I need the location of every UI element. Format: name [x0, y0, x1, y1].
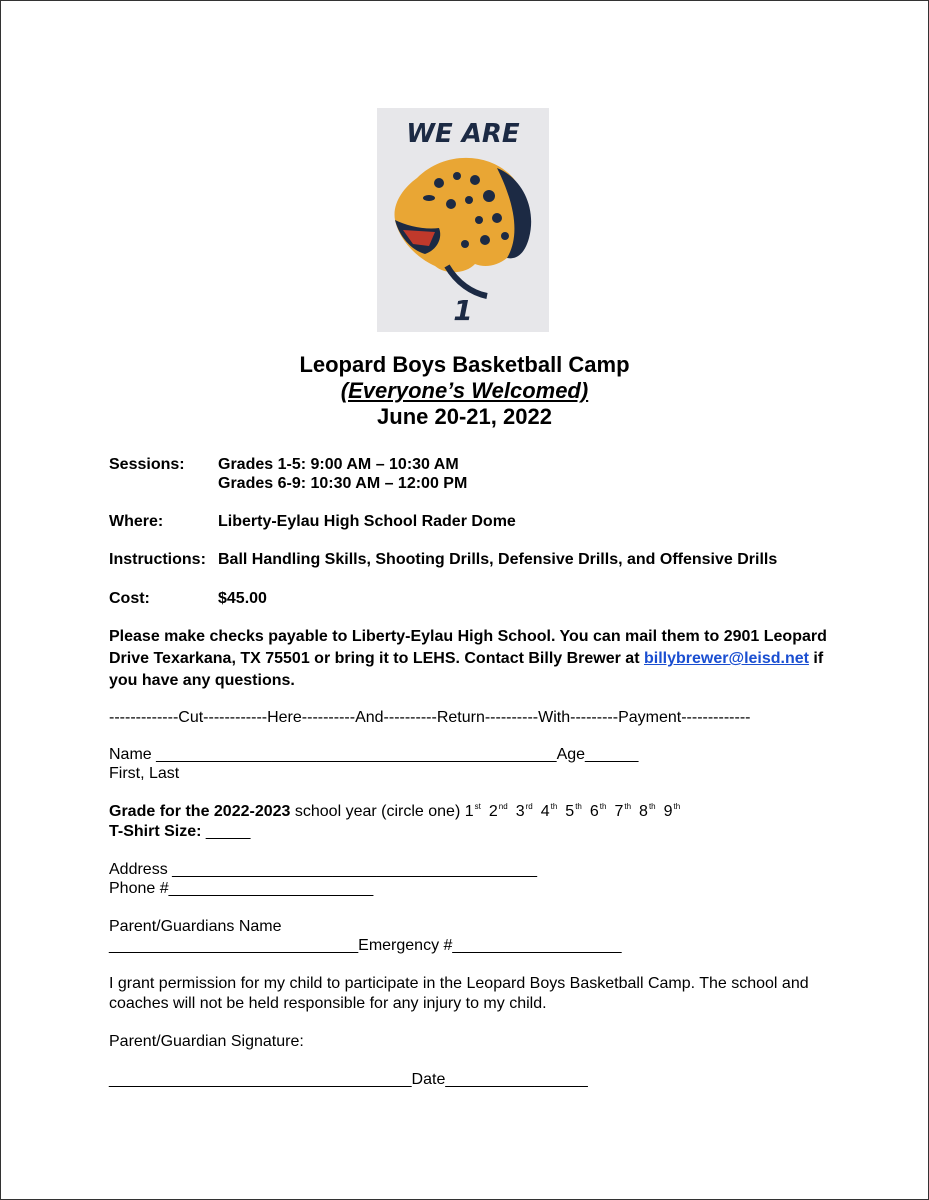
grade-row — [109, 802, 688, 822]
page-title: Leopard Boys Basketball Camp — [299, 352, 630, 377]
address-row — [109, 860, 537, 880]
page-subtitle: (Everyone’s Welcomed) — [340, 378, 589, 403]
payment-text-end: if you have any questions. — [109, 650, 824, 689]
signature-label: Parent/Guardian Signature: — [109, 1033, 304, 1050]
address-label: Address — [109, 861, 168, 878]
age-field[interactable]: ______ — [585, 746, 639, 763]
signature-field[interactable]: __________________________________ — [109, 1071, 412, 1088]
grade-option[interactable]: 8th — [639, 802, 656, 820]
sessions-line-1: Grades 1-5: 9:00 AM – 10:30 AM — [218, 456, 459, 473]
grade-options — [465, 803, 688, 820]
instructions-label: Instructions: — [109, 551, 206, 568]
leopard-logo — [377, 108, 549, 332]
where-value: Liberty-Eylau High School Rader Dome — [218, 513, 516, 530]
parent-row — [109, 936, 622, 956]
logo-text-top: WE ARE — [406, 119, 520, 149]
name-hint: First, Last — [109, 765, 180, 782]
permission-text: I grant permission for my child to participate in the Leopard Boys Basketball Camp. The school and coaches will not be held responsible for any injury to my child. — [109, 975, 809, 1012]
phone-label: Phone # — [109, 880, 169, 897]
phone-row — [109, 879, 373, 899]
phone-field[interactable]: _______________________ — [168, 880, 374, 897]
name-field[interactable]: _____________________________________________ — [156, 746, 557, 763]
grade-option[interactable]: 4th — [540, 802, 558, 820]
date-field[interactable]: ________________ — [445, 1071, 588, 1088]
grade-option[interactable]: 6th — [589, 802, 607, 820]
emergency-label: Emergency # — [358, 937, 453, 954]
logo-text-bottom: 1 — [453, 294, 473, 327]
instructions-value: Ball Handling Skills, Shooting Drills, Defensive Drills, and Offensive Drills — [218, 551, 778, 568]
grade-option[interactable]: 2nd — [488, 802, 508, 820]
parent-field[interactable]: ____________________________ — [109, 937, 359, 954]
camp-dates: June 20-21, 2022 — [377, 404, 552, 429]
age-label: Age — [556, 746, 586, 763]
cost-row — [109, 589, 267, 609]
name-label: Name — [109, 746, 152, 763]
payment-paragraph — [109, 626, 829, 692]
name-row — [109, 745, 638, 765]
emergency-field[interactable]: ___________________ — [452, 937, 622, 954]
sessions-label: Sessions: — [109, 456, 185, 473]
tshirt-field[interactable]: _____ — [205, 823, 251, 840]
address-field[interactable]: _________________________________________ — [172, 861, 537, 878]
sessions-line-2: Grades 6-9: 10:30 AM – 12:00 PM — [218, 475, 468, 492]
parent-label: Parent/Guardians Name — [109, 918, 282, 935]
cost-label: Cost: — [109, 590, 150, 607]
leopard-head-icon — [377, 108, 549, 332]
signature-row — [109, 1070, 588, 1090]
grade-option[interactable]: 3rd — [515, 802, 533, 820]
where-label: Where: — [109, 513, 164, 530]
title-block — [0, 352, 929, 430]
sessions-row — [109, 455, 459, 475]
cost-value: $45.00 — [218, 590, 267, 607]
tshirt-label: T-Shirt Size: — [109, 823, 202, 840]
grade-option[interactable]: 7th — [614, 802, 632, 820]
grade-label: Grade for the 2022-2023 — [109, 803, 291, 820]
tshirt-row — [109, 822, 250, 842]
date-label: Date — [411, 1071, 446, 1088]
instructions-row — [109, 550, 777, 570]
payment-text: Please make checks payable to Liberty-Eylau High School. You can mail them to 2901 Leopard Drive Texarkana, TX 75501 or bring it to LEHS. Contact Billy Brewer at — [109, 628, 827, 667]
where-row — [109, 512, 516, 532]
sessions-row-2 — [109, 474, 467, 494]
grade-option[interactable]: 1st — [464, 802, 481, 820]
grade-text: school year (circle one) — [294, 803, 461, 820]
contact-email-link[interactable]: billybrewer@leisd.net — [643, 650, 809, 667]
grade-option[interactable]: 9th — [663, 802, 681, 820]
cut-line: -------------Cut------------Here----------And----------Return----------With---------Payment------------- — [109, 709, 751, 726]
grade-option[interactable]: 5th — [565, 802, 582, 820]
